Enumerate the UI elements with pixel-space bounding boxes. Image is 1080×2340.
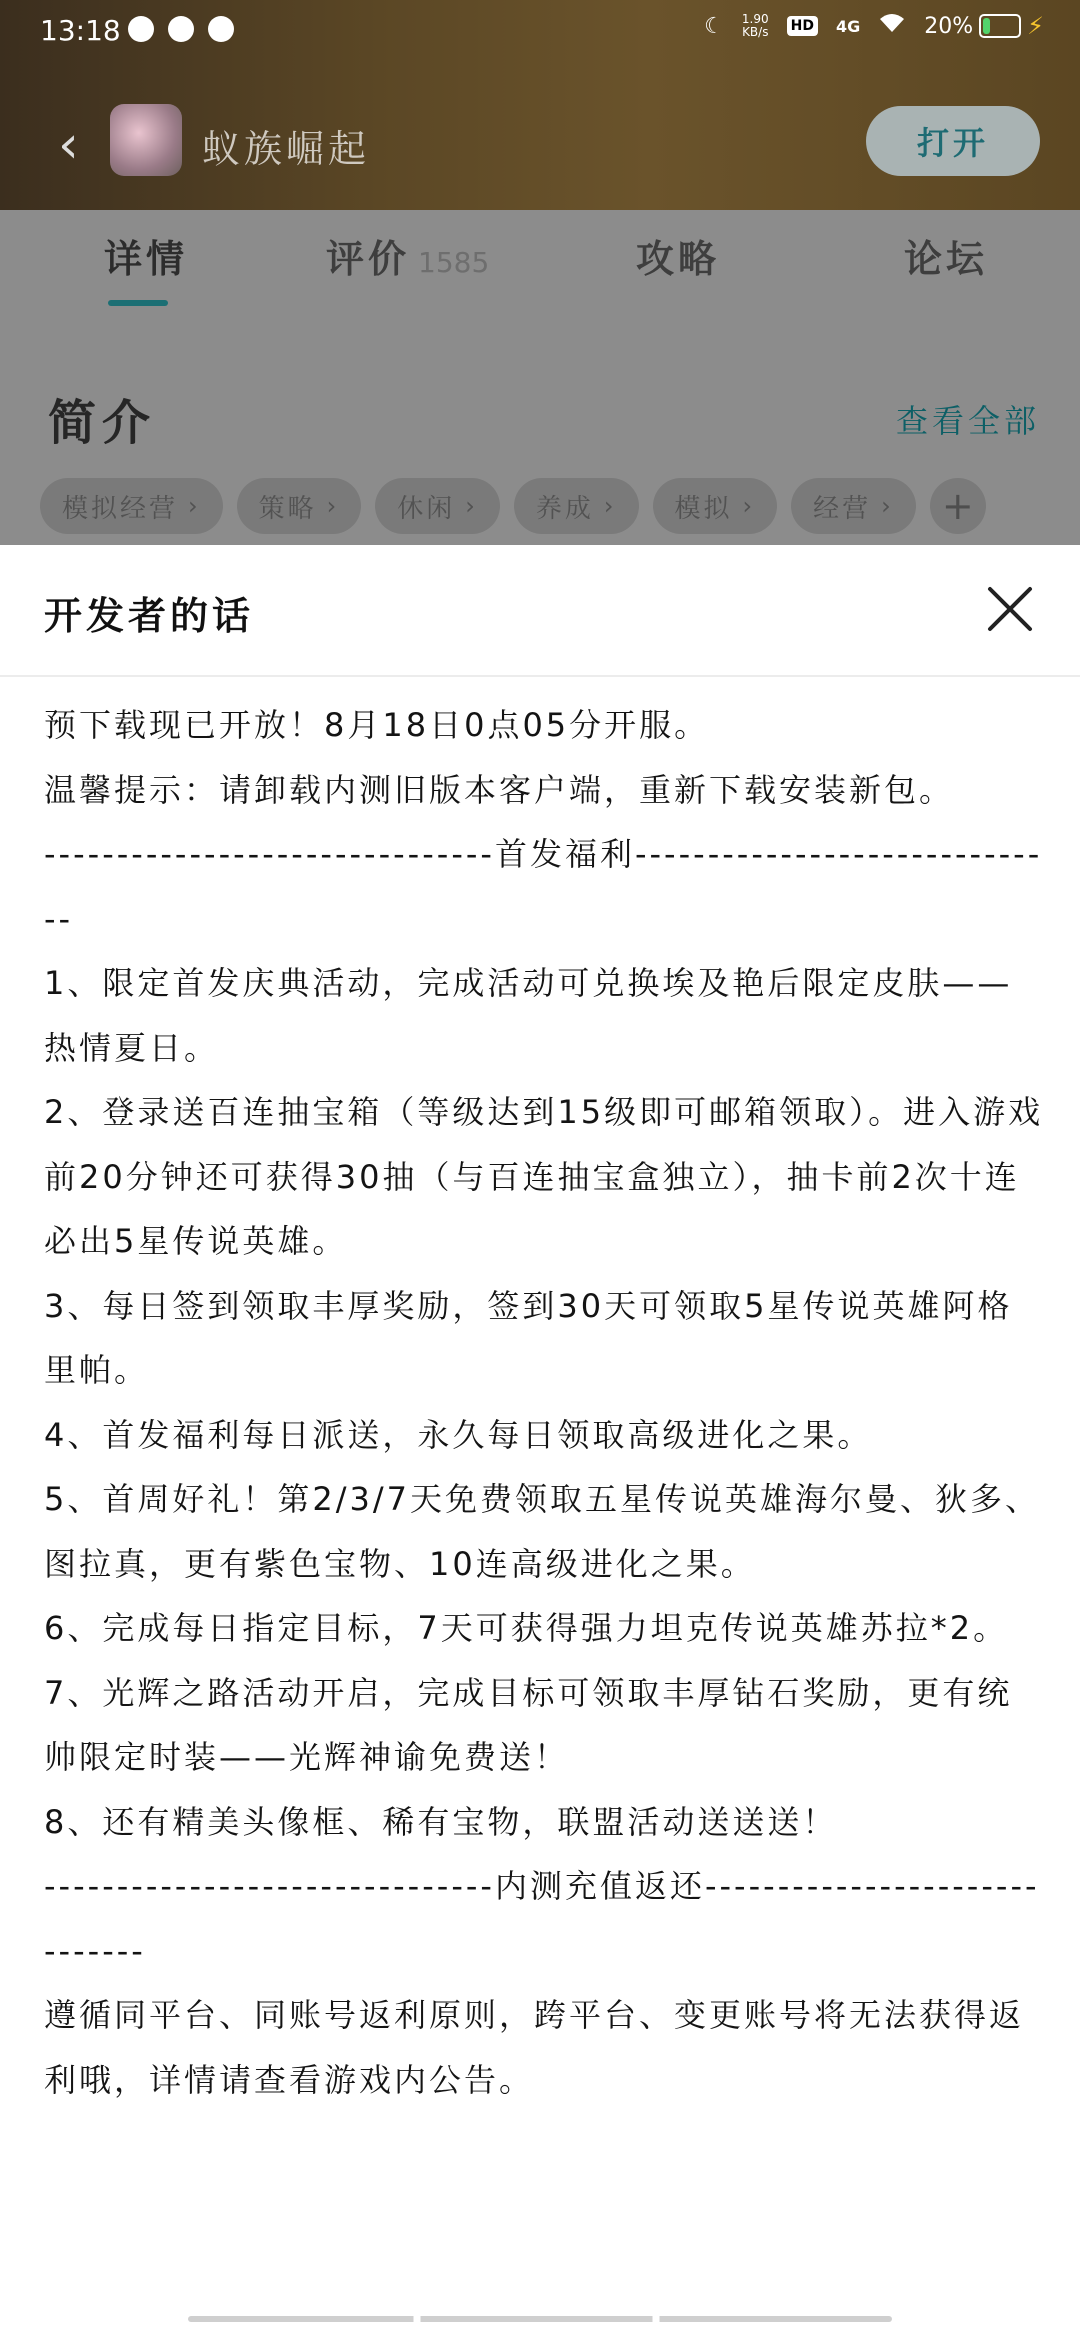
battery-percent: 20% (924, 13, 974, 39)
app-header-bg (0, 0, 1080, 210)
sheet-divider (0, 675, 1080, 677)
tab-bar (0, 228, 1080, 298)
tag-chip[interactable]: 模拟经营 › (40, 478, 223, 534)
tag-chip[interactable]: 养成 › (514, 478, 639, 534)
reviews-count: 1585 (418, 246, 490, 279)
tab-guides[interactable]: 攻略 (636, 237, 721, 281)
chevron-right-icon: › (742, 492, 756, 520)
battery-fill (983, 18, 990, 34)
battery (924, 12, 1044, 40)
tab-indicator (108, 300, 168, 306)
tag-chip[interactable]: 模拟 › (653, 478, 778, 534)
chevron-right-icon: › (326, 492, 340, 520)
home-indicator (188, 2316, 892, 2322)
tag-chip[interactable]: 策略 › (237, 478, 362, 534)
close-icon[interactable] (984, 583, 1036, 635)
battery-icon (979, 14, 1021, 38)
status-right (704, 12, 1044, 40)
charging-icon: ⚡ (1027, 12, 1044, 40)
status-bar (0, 0, 1080, 70)
notification-icons (128, 16, 234, 42)
back-icon[interactable]: ‹ (58, 115, 79, 175)
tag-chips (40, 478, 986, 534)
app-title: 蚁族崛起 (202, 127, 371, 171)
tag-chip[interactable]: 休闲 › (375, 478, 500, 534)
intro-title: 简介 (48, 395, 157, 451)
see-all-link[interactable]: 查看全部 (895, 402, 1040, 440)
hd-badge: HD (787, 16, 818, 36)
chevron-right-icon: › (188, 492, 201, 520)
app-bar (0, 90, 1080, 200)
moon-icon: ☾ (704, 13, 724, 39)
shield-icon (208, 16, 234, 42)
chevron-right-icon: › (603, 492, 617, 520)
developer-notes-sheet (0, 545, 1080, 2340)
network-label: 4G (835, 16, 861, 36)
open-button[interactable]: 打开 (866, 106, 1040, 176)
chevron-right-icon: › (881, 492, 894, 520)
chevron-right-icon: › (465, 492, 478, 520)
tab-details[interactable]: 详情 (104, 237, 189, 281)
tab-forum[interactable]: 论坛 (904, 237, 989, 281)
wechat-icon (128, 16, 154, 42)
app-icon (110, 104, 182, 176)
status-time: 13:18 (40, 14, 121, 47)
net-speed: 1.90 KB/s (741, 12, 769, 39)
sheet-title: 开发者的话 (44, 594, 255, 638)
tab-reviews[interactable]: 评价 1585 (326, 237, 490, 281)
wifi-icon (878, 12, 906, 40)
tag-chip[interactable]: 经营 › (791, 478, 916, 534)
sheet-body-text: 预下载现已开放！8月18日0点05分开服。 温馨提示：请卸载内测旧版本客户端，重新下载安装新包。 -------------------------------首发福利------------------------------ 1、限定首发庆典活动，完成活动可兑换埃及艳后限定皮肤——热情夏日。 2、登录送百连抽宝箱（等级达到15级即可邮箱领取）。进入游戏前20分钟还可获得30抽（与百连抽宝盒独立），抽卡前2次十连必出5星传说英雄。 3、每日签到领取丰厚奖励，签到30天可领取5星传说英雄阿格里帕。 4、首发福利每日派送，永久每日领取高级进化之果。 5、首周好礼！第2/3/7天免费领取五星传说英雄海尔曼、狄多、图拉真，更有紫色宝物、10连高级进化之果。 6、完成每日指定目标，7天可获得强力坦克传说英雄苏拉*2。 7、光辉之路活动开启，完成目标可领取丰厚钻石奖励，更有统帅限定时装——光辉神谕免费送！ 8、还有精美头像框、稀有宝物，联盟活动送送送！ -------------------------------内测充值返还------------------------------ 遵循同平台、同账号返利原则，跨平台、变更账号将无法获得返利哦，详情请查看游戏内公告。 (44, 706, 1044, 2099)
message-icon (168, 16, 194, 42)
add-tag-icon[interactable]: + (930, 478, 986, 534)
